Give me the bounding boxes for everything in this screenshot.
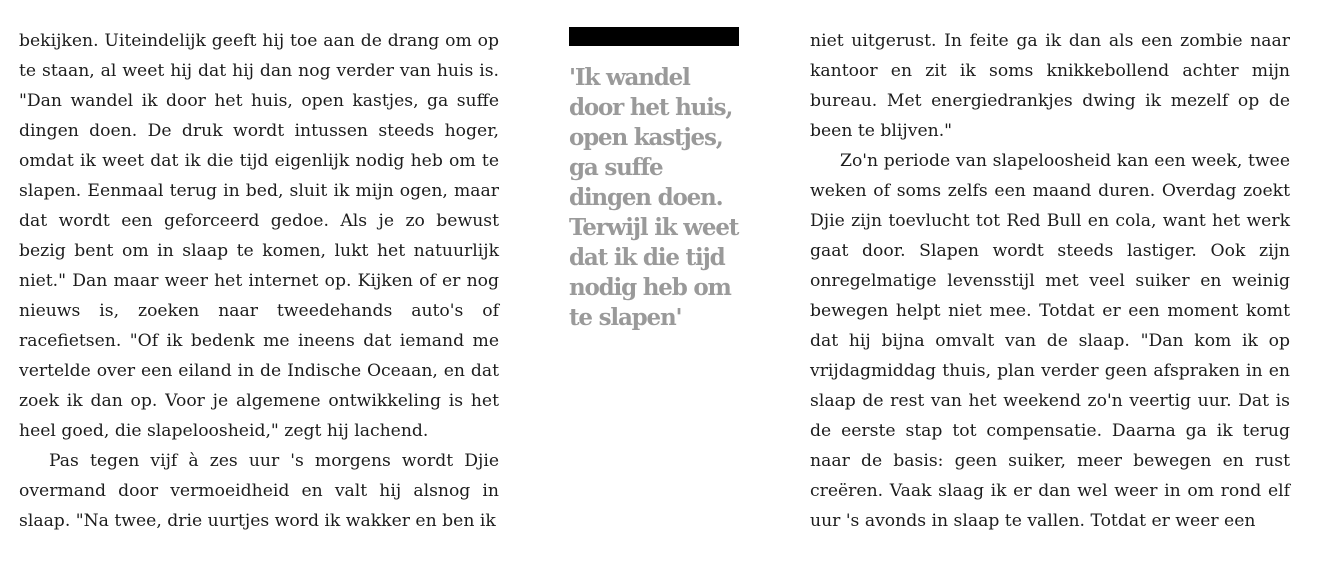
article-paragraph: bekijken. Uiteindelijk geeft hij toe aan de drang om op te staan, al weet hij dat hij dan nog verder van huis is. "Dan wandel ik door het huis, open kastjes, ga suffe dingen doen. De druk wordt intussen steeds hoger, omdat ik weet dat ik die tijd eigenlijk nodig heb om te slapen. Eenmaal terug in bed, sluit ik mijn ogen, maar dat wordt een geforceerd gedoe. Als je zo bewust bezig bent om in slaap te komen, lukt het natuurlijk niet." Dan maar weer het internet op. Kijken of er nog nieuws is, zoeken naar tweedehands auto's of racefietsen. "Of ik bedenk me ineens dat iemand me vertelde over een eiland in de Indische Oceaan, en dat zoek ik dan op. Voor je algemene ontwikkeling is het heel goed, die slapeloosheid," zegt hij lachend. — [19, 31, 499, 441]
article-paragraph: Pas tegen vijf à zes uur 's morgens wordt Djie overmand door vermoeidheid en valt hij alsnog in slaap. "Na twee, drie uurtjes word ik wakker en ben ik — [19, 451, 499, 531]
pull-quote-bar — [569, 27, 739, 46]
article-paragraph: Zo'n periode van slapeloosheid kan een week, twee weken of soms zelfs een maand duren. Overdag zoekt Djie zijn toevlucht tot Red Bull en cola, want het werk gaat door. Slapen wordt steeds lastiger. Ook zijn onregelmatige levensstijl met veel suiker en weinig bewegen helpt niet mee. Totdat er een moment komt dat hij bijna omvalt van de slaap. "Dan kom ik op vrijdagmiddag thuis, plan verder geen afspraken in en slaap de rest van het weekend zo'n veertig uur. Dat is de eerste stap tot compensatie. Daarna ga ik terug naar de basis: geen suiker, meer bewegen en rust creëren. Vaak slaag ik er dan wel weer in om rond elf uur 's avonds in slaap te vallen. Totdat er weer een — [810, 151, 1290, 531]
article-column-left — [19, 26, 499, 536]
article-column-right — [810, 26, 1290, 536]
article-paragraph: niet uitgerust. In feite ga ik dan als een zombie naar kantoor en zit ik soms knikkebollend achter mijn bureau. Met energiedrankjes dwing ik mezelf op de been te blijven." — [810, 31, 1290, 141]
pull-quote: 'Ik wandel door het huis, open kastjes, ga suffe dingen doen. Terwijl ik weet dat ik die tijd nodig heb om te slapen' — [569, 64, 739, 331]
